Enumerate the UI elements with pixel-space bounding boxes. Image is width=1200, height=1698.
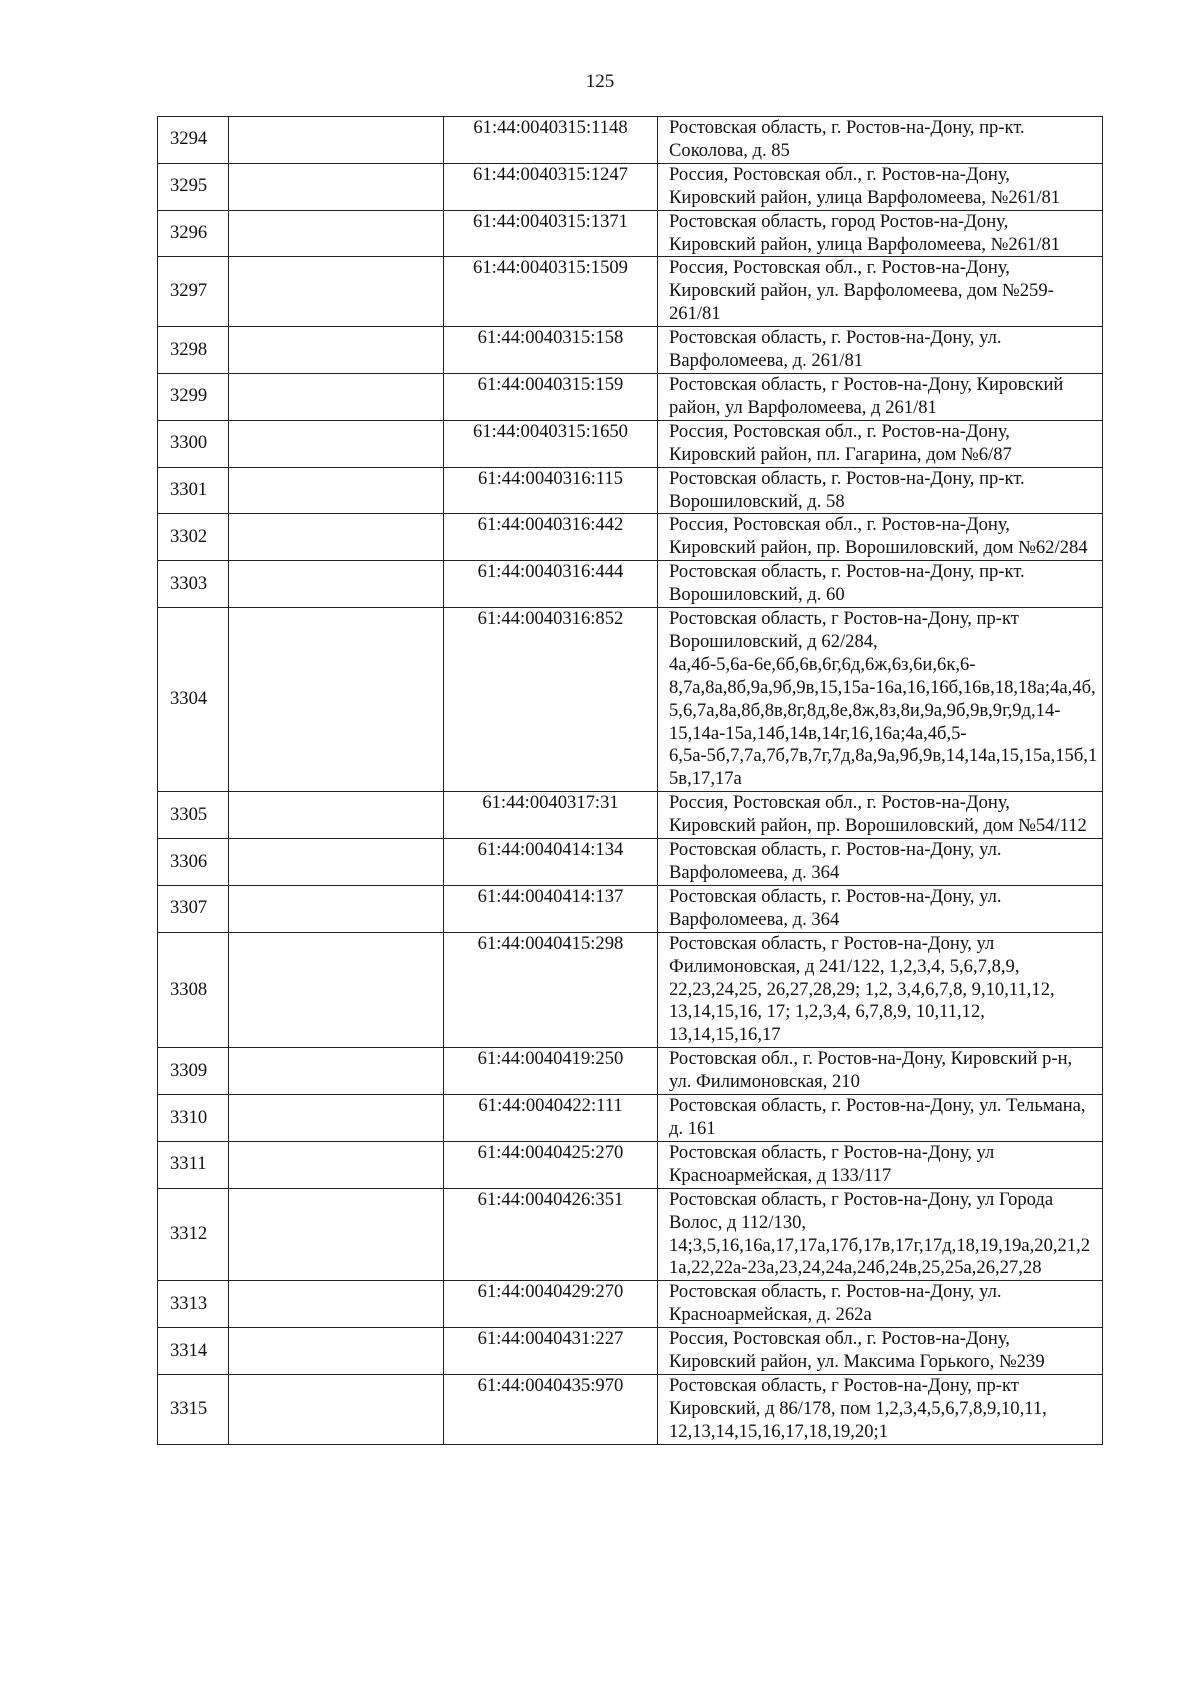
cadastral-number-cell: 61:44:0040315:1247 (444, 163, 658, 210)
cadastral-number-cell: 61:44:0040426:351 (444, 1188, 658, 1281)
cadastral-number-cell: 61:44:0040315:1650 (444, 420, 658, 467)
empty-cell (229, 1328, 444, 1375)
address-cell: Ростовская область, г Ростов-на-Дону, пр-кт Ворошиловский, д 62/284, 4а,4б-5,6а-6е,6б,6в,6г,6д,6ж,6з,6и,6к,6-8,7а,8а,8б,9а,9б,9в,15,15а-16а,16,16б,16в,18,18а;4а,4б,5,6,7а,8а,8б,8в,8г,8д,8е,8ж,8з,8и,9а,9б,9в,9г,9д,14-15,14а-15а,14б,14в,14г,16,16а;4а,4б,5-6,5а-5б,7,7а,7б,7в,7г,7д,8а,9а,9б,9в,14,14а,15,15а,15б,15в,17,17а (658, 608, 1103, 792)
table-row (158, 885, 1103, 932)
row-number-cell: 3297 (158, 257, 229, 327)
empty-cell (229, 467, 444, 514)
row-number-cell: 3299 (158, 373, 229, 420)
empty-cell (229, 514, 444, 561)
table-row (158, 932, 1103, 1048)
empty-cell (229, 1141, 444, 1188)
row-number-cell: 3310 (158, 1095, 229, 1142)
row-number-cell: 3306 (158, 839, 229, 886)
empty-cell (229, 327, 444, 374)
cadastral-number-cell: 61:44:0040414:137 (444, 885, 658, 932)
row-number-cell: 3313 (158, 1281, 229, 1328)
cadastral-number-cell: 61:44:0040317:31 (444, 792, 658, 839)
address-cell: Россия, Ростовская обл., г. Ростов-на-Дону, Кировский район, улица Варфоломеева, №261/81 (658, 163, 1103, 210)
registry-table-body (158, 117, 1103, 1445)
row-number-cell: 3311 (158, 1141, 229, 1188)
empty-cell (229, 608, 444, 792)
address-cell: Ростовская область, г. Ростов-на-Дону, ул. Варфоломеева, д. 364 (658, 885, 1103, 932)
cadastral-number-cell: 61:44:0040429:270 (444, 1281, 658, 1328)
row-number-cell: 3300 (158, 420, 229, 467)
table-row (158, 1374, 1103, 1444)
table-row (158, 163, 1103, 210)
row-number-cell: 3298 (158, 327, 229, 374)
row-number-cell: 3305 (158, 792, 229, 839)
cadastral-number-cell: 61:44:0040435:970 (444, 1374, 658, 1444)
page-number: 125 (585, 71, 615, 92)
row-number-cell: 3304 (158, 608, 229, 792)
table-row (158, 210, 1103, 257)
table-row (158, 257, 1103, 327)
row-number-cell: 3307 (158, 885, 229, 932)
cadastral-number-cell: 61:44:0040315:1148 (444, 117, 658, 164)
empty-cell (229, 1095, 444, 1142)
cadastral-number-cell: 61:44:0040422:111 (444, 1095, 658, 1142)
row-number-cell: 3309 (158, 1048, 229, 1095)
empty-cell (229, 932, 444, 1048)
address-cell: Россия, Ростовская обл., г. Ростов-на-Дону, Кировский район, ул. Максима Горького, №239 (658, 1328, 1103, 1375)
cadastral-number-cell: 61:44:0040316:115 (444, 467, 658, 514)
cadastral-number-cell: 61:44:0040315:1371 (444, 210, 658, 257)
table-row (158, 327, 1103, 374)
address-cell: Ростовская область, г Ростов-на-Дону, Кировский район, ул Варфоломеева, д 261/81 (658, 373, 1103, 420)
cadastral-number-cell: 61:44:0040425:270 (444, 1141, 658, 1188)
address-cell: Ростовская обл., г. Ростов-на-Дону, Кировский р-н, ул. Филимоновская, 210 (658, 1048, 1103, 1095)
row-number-cell: 3301 (158, 467, 229, 514)
cadastral-number-cell: 61:44:0040315:159 (444, 373, 658, 420)
table-row (158, 467, 1103, 514)
address-cell: Ростовская область, город Ростов-на-Дону, Кировский район, улица Варфоломеева, №261/81 (658, 210, 1103, 257)
cadastral-number-cell: 61:44:0040316:442 (444, 514, 658, 561)
table-row (158, 1141, 1103, 1188)
property-registry-table (157, 116, 1103, 1445)
row-number-cell: 3314 (158, 1328, 229, 1375)
cadastral-number-cell: 61:44:0040419:250 (444, 1048, 658, 1095)
address-cell: Ростовская область, г Ростов-на-Дону, ул Города Волос, д 112/130, 14;3,5,16,16а,17,17а,17б,17в,17г,17д,18,19,19а,20,21,21а,22,22а-23а,23,24,24а,24б,24в,25,25а,26,27,28 (658, 1188, 1103, 1281)
table-row (158, 1095, 1103, 1142)
empty-cell (229, 117, 444, 164)
address-cell: Ростовская область, г Ростов-на-Дону, пр-кт Кировский, д 86/178, пом 1,2,3,4,5,6,7,8,9,10,11, 12,13,14,15,16,17,18,19,20;1 (658, 1374, 1103, 1444)
empty-cell (229, 163, 444, 210)
empty-cell (229, 792, 444, 839)
address-cell: Ростовская область, г. Ростов-на-Дону, ул. Красноармейская, д. 262а (658, 1281, 1103, 1328)
empty-cell (229, 1281, 444, 1328)
address-cell: Россия, Ростовская обл., г. Ростов-на-Дону, Кировский район, пр. Ворошиловский, дом №62/284 (658, 514, 1103, 561)
table-row (158, 1328, 1103, 1375)
empty-cell (229, 561, 444, 608)
table-row (158, 373, 1103, 420)
row-number-cell: 3296 (158, 210, 229, 257)
table-row (158, 561, 1103, 608)
cadastral-number-cell: 61:44:0040431:227 (444, 1328, 658, 1375)
empty-cell (229, 373, 444, 420)
address-cell: Россия, Ростовская обл., г. Ростов-на-Дону, Кировский район, пл. Гагарина, дом №6/87 (658, 420, 1103, 467)
address-cell: Ростовская область, г. Ростов-на-Дону, пр-кт. Ворошиловский, д. 60 (658, 561, 1103, 608)
cadastral-number-cell: 61:44:0040316:852 (444, 608, 658, 792)
cadastral-number-cell: 61:44:0040415:298 (444, 932, 658, 1048)
table-row (158, 420, 1103, 467)
empty-cell (229, 420, 444, 467)
table-row (158, 514, 1103, 561)
address-cell: Ростовская область, г. Ростов-на-Дону, пр-кт. Соколова, д. 85 (658, 117, 1103, 164)
empty-cell (229, 885, 444, 932)
table-row (158, 792, 1103, 839)
table-row (158, 1281, 1103, 1328)
table-row (158, 117, 1103, 164)
address-cell: Ростовская область, г Ростов-на-Дону, ул Красноармейская, д 133/117 (658, 1141, 1103, 1188)
row-number-cell: 3302 (158, 514, 229, 561)
row-number-cell: 3303 (158, 561, 229, 608)
cadastral-number-cell: 61:44:0040315:158 (444, 327, 658, 374)
row-number-cell: 3308 (158, 932, 229, 1048)
cadastral-number-cell: 61:44:0040315:1509 (444, 257, 658, 327)
address-cell: Россия, Ростовская обл., г. Ростов-на-Дону, Кировский район, ул. Варфоломеева, дом №259-261/81 (658, 257, 1103, 327)
row-number-cell: 3315 (158, 1374, 229, 1444)
table-row (158, 608, 1103, 792)
row-number-cell: 3295 (158, 163, 229, 210)
address-cell: Ростовская область, г. Ростов-на-Дону, ул. Тельмана, д. 161 (658, 1095, 1103, 1142)
address-cell: Ростовская область, г. Ростов-на-Дону, ул. Варфоломеева, д. 261/81 (658, 327, 1103, 374)
address-cell: Россия, Ростовская обл., г. Ростов-на-Дону, Кировский район, пр. Ворошиловский, дом №54/112 (658, 792, 1103, 839)
empty-cell (229, 839, 444, 886)
table-row (158, 1048, 1103, 1095)
empty-cell (229, 257, 444, 327)
cadastral-number-cell: 61:44:0040414:134 (444, 839, 658, 886)
address-cell: Ростовская область, г. Ростов-на-Дону, ул. Варфоломеева, д. 364 (658, 839, 1103, 886)
cadastral-number-cell: 61:44:0040316:444 (444, 561, 658, 608)
empty-cell (229, 1048, 444, 1095)
empty-cell (229, 210, 444, 257)
table-row (158, 839, 1103, 886)
table-row (158, 1188, 1103, 1281)
row-number-cell: 3294 (158, 117, 229, 164)
empty-cell (229, 1188, 444, 1281)
row-number-cell: 3312 (158, 1188, 229, 1281)
address-cell: Ростовская область, г. Ростов-на-Дону, пр-кт. Ворошиловский, д. 58 (658, 467, 1103, 514)
address-cell: Ростовская область, г Ростов-на-Дону, ул Филимоновская, д 241/122, 1,2,3,4, 5,6,7,8,9, 22,23,24,25, 26,27,28,29; 1,2, 3,4,6,7,8, 9,10,11,12, 13,14,15,16, 17; 1,2,3,4, 6,7,8,9, 10,11,12, 13,14,15,16,17 (658, 932, 1103, 1048)
empty-cell (229, 1374, 444, 1444)
